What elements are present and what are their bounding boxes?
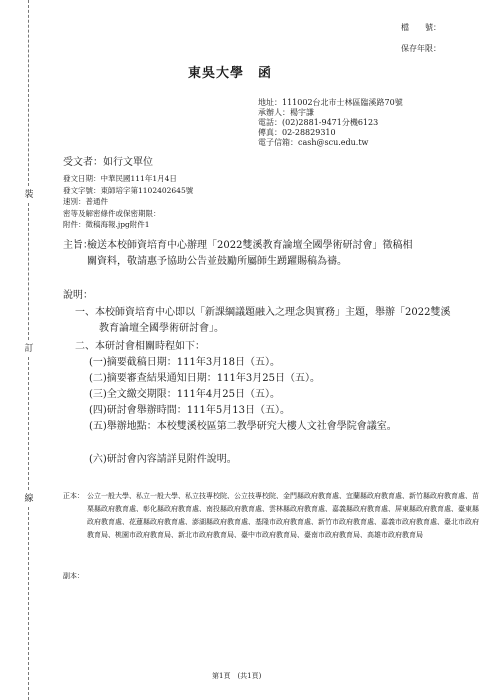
confidentiality: 密等及解密條件或保密期限： xyxy=(63,208,161,218)
binding-mark-middle: 訂 xyxy=(24,344,34,354)
email-line: 電子信箱：cash@scu.edu.tw xyxy=(258,138,369,147)
binding-line xyxy=(22,0,36,700)
explanation-point-2: 二、本研討會相關時程如下： xyxy=(75,341,205,352)
copy-label: 副本： xyxy=(63,572,84,580)
page-number: 第1頁 (共1頁) xyxy=(212,672,262,680)
file-number-label: 檔 號： xyxy=(401,23,441,32)
schedule-item-5: (五)舉辦地點：本校雙溪校區第二教學研究大樓人文社會學院會議室。 xyxy=(89,421,397,432)
schedule-item-6: (六)研討會內容請詳見附件說明。 xyxy=(89,454,237,465)
explanation-label: 說明： xyxy=(63,290,93,301)
schedule-item-1: (一)摘要截稿日期：111年3月18日（五）。 xyxy=(89,357,280,368)
schedule-item-4: (四)研討會舉辦時間：111年5月13日（五）。 xyxy=(89,405,290,416)
schedule-item-2: (二)摘要審查結果通知日期：111年3月25日（五）。 xyxy=(89,373,320,384)
document-meta xyxy=(63,173,193,231)
retention-label: 保存年限： xyxy=(401,44,441,53)
explanation-point-1: 一、本校師資培育中心即以「新課綱議題融入之理念與實務」主題，舉辦「2022雙溪教育論壇全國學術研討會」。 xyxy=(75,307,451,334)
subject-text: 檢送本校師資培育中心辦理「2022雙溪教育論壇全國學術研討會」徵稿相關資料，敬請惠予協助公告並鼓勵所屬師生踴躍賜稿為禱。 xyxy=(87,240,413,267)
schedule-item-3: (三)全文繳交期限：111年4月25日（五）。 xyxy=(89,389,280,400)
phone-line: 電話：(02)2881-9471分機6123 xyxy=(258,118,379,127)
issue-date: 發文日期：中華民國111年1月4日 xyxy=(63,174,177,183)
subject-label: 主旨： xyxy=(63,240,93,251)
fax-line: 傳真：02-28829310 xyxy=(258,128,336,137)
distribution-list: 公立一般大學、私立一般大學、私立技專校院、公立技專校院、金門縣政府教育處、宜蘭縣政府教育處、新竹縣政府教育處、苗栗縣政府教育處、彰化縣政府教育處、南投縣政府教育處、雲林縣政府教育處、嘉義縣政府教育處、屏東縣政府教育處、臺東縣政府教育處、花蓮縣政府教育處、澎湖縣政府教育處、基隆市政府教育處、新竹市政府教育處、嘉義市政府教育處、臺北市政府教育局、桃園市政府教育局、新北市政府教育局、臺中市政府教育局、臺南市政府教育局、高雄市政府教育局 xyxy=(87,492,479,539)
page-title: 東吳大學 函 xyxy=(188,66,273,81)
distribution-block xyxy=(63,490,483,570)
document-number: 發文字號：東師培字第1102402645號 xyxy=(63,185,194,195)
subject-block xyxy=(63,238,423,290)
contact-person: 承辦人：楊宇謙 xyxy=(258,108,314,117)
address-line: 地址：111002台北市士林區臨溪路70號 xyxy=(258,98,403,107)
attachment: 附件：徵稿海報.jpg附件1 xyxy=(63,220,150,229)
recipient-line: 受文者：如行文單位 xyxy=(63,157,153,168)
binding-mark-top: 裝 xyxy=(24,190,34,200)
address-block xyxy=(258,98,403,148)
urgency: 速別：普通件 xyxy=(63,197,108,206)
distribution-label: 正本： xyxy=(63,492,84,500)
binding-mark-bottom: 線 xyxy=(24,494,34,504)
